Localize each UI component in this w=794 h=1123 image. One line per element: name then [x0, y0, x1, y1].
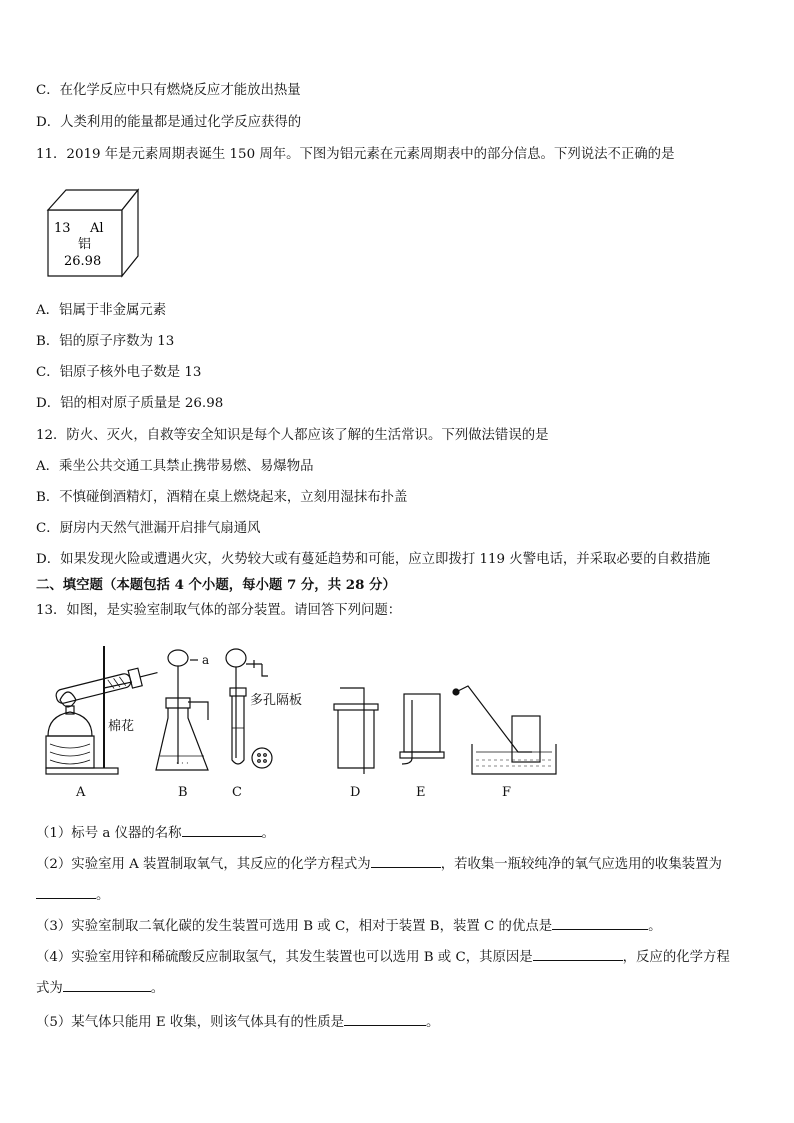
- lab-apparatus-figure: [40, 640, 560, 810]
- section-title: 二、填空题（本题包括 4 个小题，每小题 7 分，共 28 分）: [36, 577, 396, 593]
- answer-blank-1[interactable]: [182, 822, 262, 837]
- q13-part-4-cont: 式为 。: [36, 977, 164, 998]
- element-name: 铝: [78, 237, 92, 252]
- q12-option-a: A．乘坐公共交通工具禁止携带易燃、易爆物品: [36, 459, 314, 474]
- element-symbol: Al: [90, 221, 104, 236]
- q13-part-2-cont: 。: [36, 884, 109, 905]
- answer-blank-3[interactable]: [552, 915, 648, 930]
- answer-blank-5[interactable]: [344, 1011, 426, 1026]
- answer-blank-2a[interactable]: [371, 853, 441, 868]
- q13-stem: 13．如图，是实验室制取气体的部分装置。请回答下列问题：: [36, 603, 402, 618]
- answer-blank-4b[interactable]: [63, 977, 151, 992]
- q13-part-3: （3）实验室制取二氧化碳的发生装置可选用 B 或 C，相对于装置 B，装置 C 的优点是 。: [36, 915, 662, 936]
- label-D: D: [350, 785, 361, 800]
- element-atomic-mass: 26.98: [64, 254, 102, 269]
- apparatus-b: [156, 650, 209, 770]
- answer-blank-4a[interactable]: [533, 946, 623, 961]
- label-C: C: [232, 785, 242, 800]
- q12-option-c: C．厨房内天然气泄漏开启排气扇通风: [36, 521, 261, 536]
- q11-option-b: B．铝的原子序数为 13: [36, 334, 175, 349]
- apparatus-e: [400, 694, 444, 764]
- svg-text:· · ·: · · ·: [176, 759, 189, 768]
- label-A: A: [76, 785, 86, 800]
- q10-option-c: C．在化学反应中只有燃烧反应才能放出热量: [36, 83, 301, 98]
- apparatus-d: [334, 688, 378, 774]
- answer-blank-2b[interactable]: [36, 884, 96, 899]
- q11-stem: 11．2019 年是元素周期表诞生 150 周年。下图为铝元素在元素周期表中的部分信息。下列说法不正确的是: [36, 147, 675, 162]
- element-card-aluminum: [46, 188, 140, 278]
- label-B: B: [178, 785, 188, 800]
- label-cotton: 棉花: [108, 719, 135, 734]
- q11-option-c: C．铝原子核外电子数是 13: [36, 365, 202, 380]
- q13-part-5: （5）某气体只能用 E 收集，则该气体具有的性质是 。: [36, 1011, 439, 1032]
- element-atomic-number: 13: [54, 221, 71, 236]
- label-porous-plate: 多孔隔板: [250, 693, 303, 708]
- q13-part-1: （1）标号 a 仪器的名称 。: [36, 822, 275, 843]
- q12-option-b: B．不慎碰倒酒精灯，酒精在桌上燃烧起来，立刻用湿抹布扑盖: [36, 490, 408, 505]
- apparatus-a: [46, 646, 160, 774]
- q11-option-d: D．铝的相对原子质量是 26.98: [36, 396, 224, 411]
- q13-part-2: （2）实验室用 A 装置制取氧气，其反应的化学方程式为 ，若收集一瓶较纯净的氧气应选用的收集装置为: [36, 853, 722, 874]
- q11-option-a: A．铝属于非金属元素: [36, 303, 167, 318]
- q13-part-4: （4）实验室用锌和稀硫酸反应制取氢气，其发生装置也可以选用 B 或 C，其原因是 ，反应的化学方程: [36, 946, 730, 967]
- apparatus-c: [226, 649, 302, 768]
- q10-option-d: D．人类利用的能量都是通过化学反应获得的: [36, 115, 302, 130]
- apparatus-f: [453, 686, 556, 774]
- label-F: F: [502, 785, 512, 800]
- label-a: a: [202, 653, 210, 667]
- q12-option-d: D．如果发现火险或遭遇火灾，火势较大或有蔓延趋势和可能，应立即拨打 119 火警电话，并采取必要的自救措施: [36, 552, 711, 567]
- q12-stem: 12．防火、灭火，自救等安全知识是每个人都应该了解的生活常识。下列做法错误的是: [36, 428, 549, 443]
- label-E: E: [416, 785, 426, 800]
